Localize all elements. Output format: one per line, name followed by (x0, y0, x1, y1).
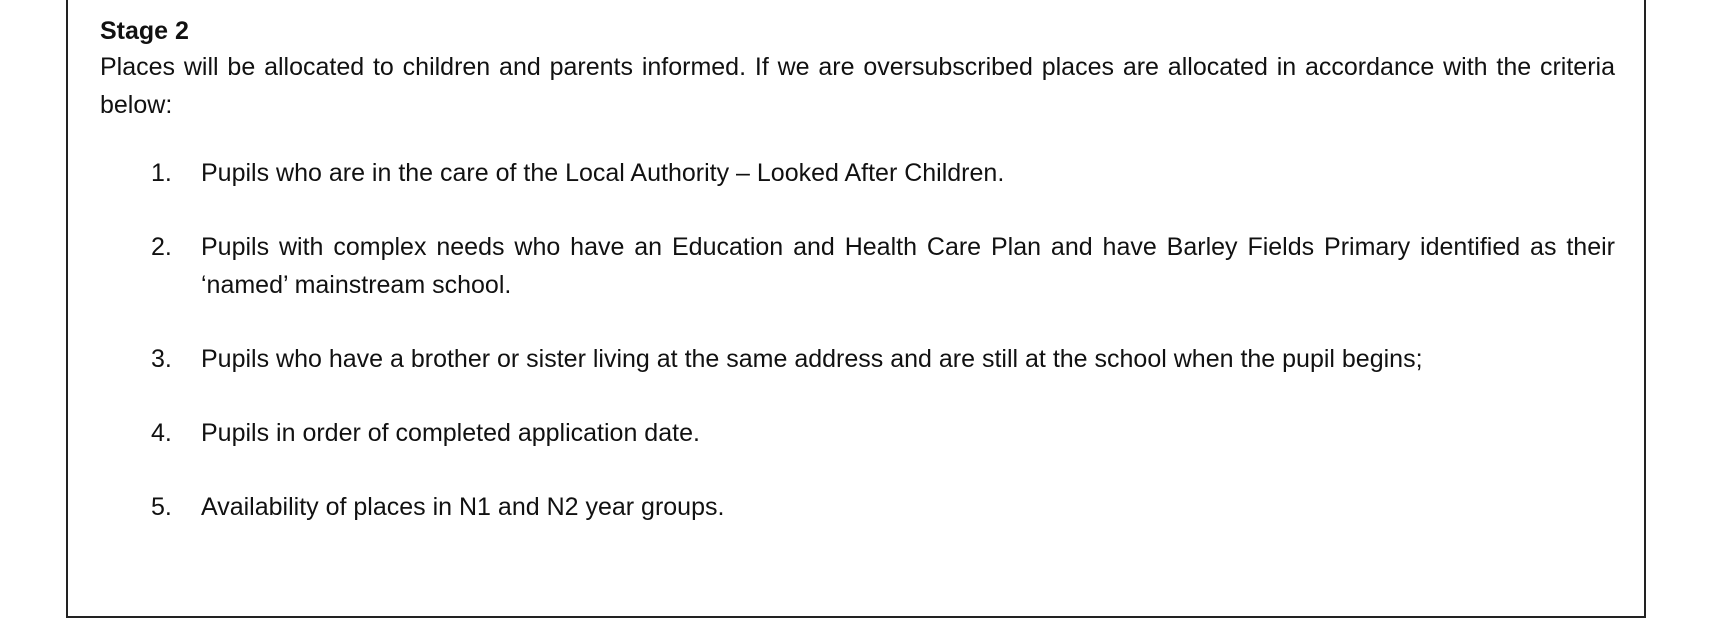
criteria-number: 1. (151, 159, 172, 187)
criteria-item (100, 488, 1615, 526)
intro-paragraph: Places will be allocated to children and parents informed. If we are oversubscribed places are allocated in accordance with the criteria below: (100, 53, 1615, 119)
criteria-list (100, 154, 1620, 526)
criteria-number: 5. (151, 493, 172, 521)
document-content (100, 14, 1620, 562)
criteria-text: Pupils in order of completed application date. (201, 419, 700, 447)
criteria-item (100, 154, 1615, 192)
criteria-text: Pupils who have a brother or sister living at the same address and are still at the school when the pupil begins; (201, 345, 1423, 373)
criteria-number: 3. (151, 345, 172, 373)
criteria-text: Pupils who are in the care of the Local Authority – Looked After Children. (201, 159, 1005, 187)
criteria-number: 4. (151, 419, 172, 447)
criteria-item (100, 228, 1615, 304)
criteria-number: 2. (151, 233, 172, 261)
criteria-text: Pupils with complex needs who have an Education and Health Care Plan and have Barley Fields Primary identified as their ‘named’ mainstream school. (201, 233, 1615, 299)
criteria-item (100, 340, 1615, 378)
section-heading: Stage 2 (100, 17, 189, 45)
criteria-text: Availability of places in N1 and N2 year groups. (201, 493, 725, 521)
criteria-item (100, 414, 1615, 452)
